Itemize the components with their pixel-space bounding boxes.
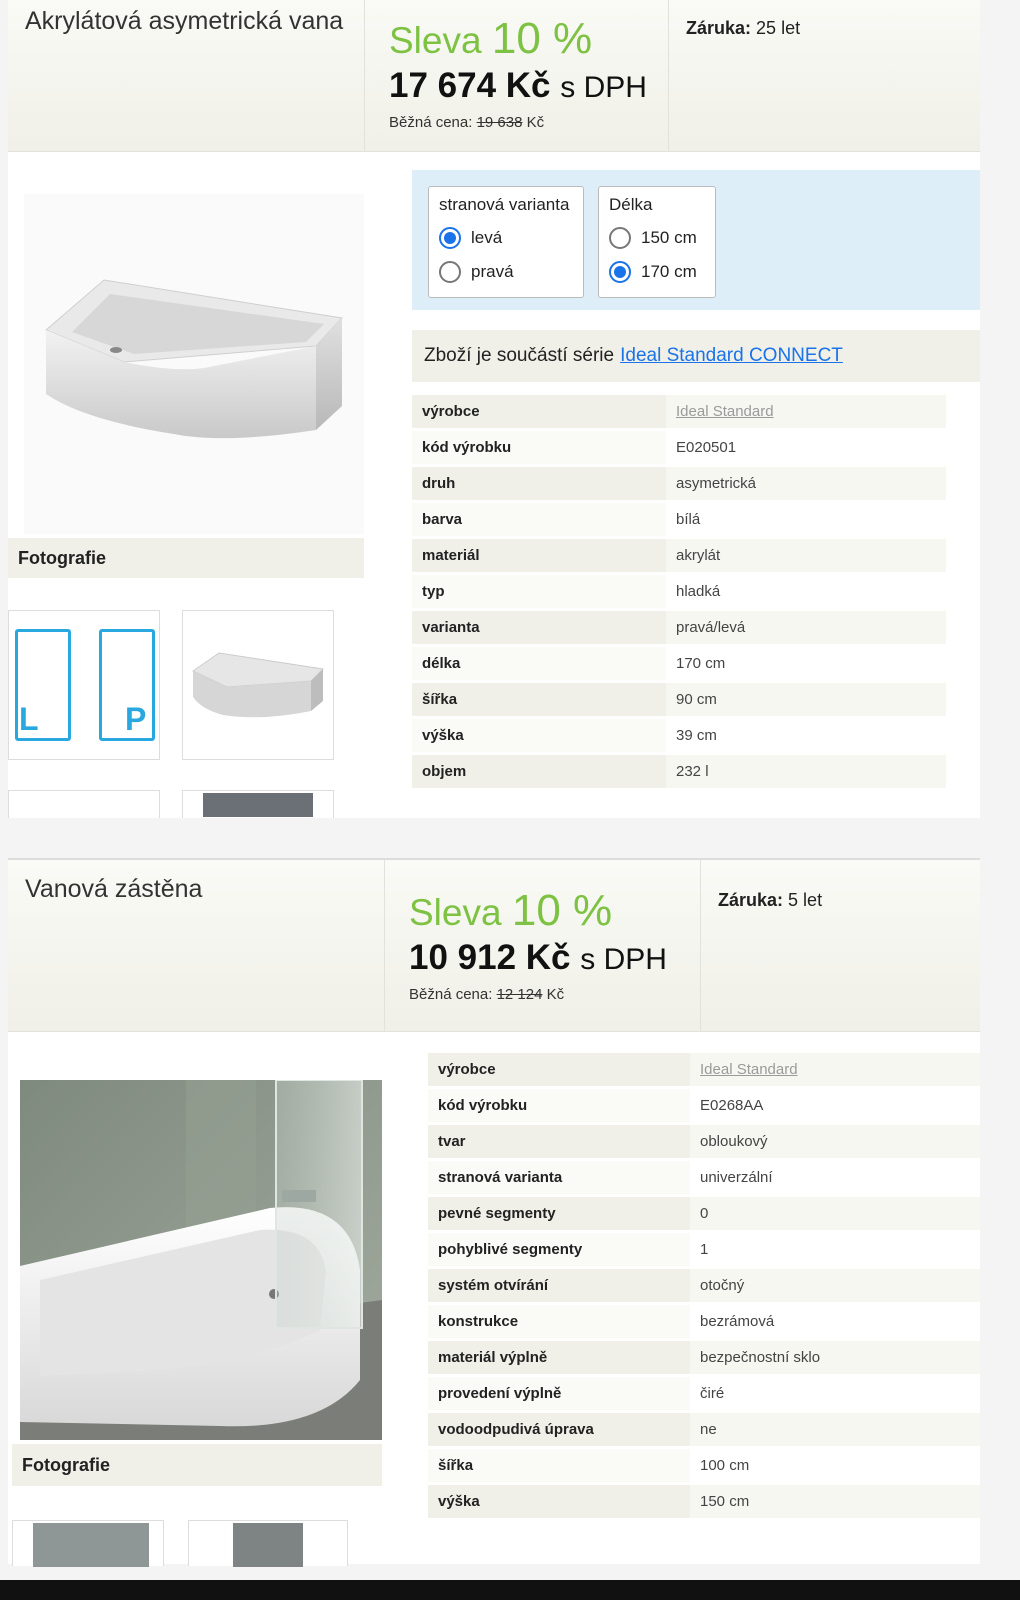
- product-title: Vanová zástěna: [25, 875, 203, 903]
- discount-label: Sleva 10 %: [389, 14, 593, 63]
- product-photo[interactable]: [24, 194, 364, 534]
- product-card-bathtub: [8, 0, 980, 818]
- radio-left-dot[interactable]: [439, 227, 461, 249]
- spec-key: kód výrobku: [428, 1089, 690, 1122]
- series-banner: [412, 330, 980, 382]
- thumbnail-more-2[interactable]: [182, 790, 334, 818]
- series-link[interactable]: Ideal Standard CONNECT: [620, 345, 843, 366]
- spec-key: varianta: [412, 611, 666, 644]
- spec-key: druh: [412, 467, 666, 500]
- discount-label: Sleva 10 %: [409, 886, 613, 935]
- spec-value: 100 cm: [690, 1449, 980, 1482]
- discount-percent: 10 %: [511, 886, 613, 935]
- spec-key: stranová varianta: [428, 1161, 690, 1194]
- photos-heading: Fotografie: [12, 1444, 382, 1486]
- spec-row: [428, 1197, 980, 1230]
- spec-table-screen: [428, 1050, 980, 1521]
- radio-170[interactable]: 170 cm: [609, 255, 705, 289]
- product-card-screen: [8, 858, 980, 1564]
- manufacturer-link[interactable]: Ideal Standard: [676, 403, 774, 420]
- spec-key: šířka: [428, 1449, 690, 1482]
- regular-price-value: 19 638: [476, 114, 523, 131]
- spec-value: akrylát: [666, 539, 946, 572]
- thumbnail-1[interactable]: [12, 1520, 164, 1566]
- spec-row: [412, 755, 946, 788]
- spec-value: ne: [690, 1413, 980, 1446]
- side-variant-title: stranová varianta: [439, 195, 570, 214]
- spec-row: [428, 1305, 980, 1338]
- spec-row: [412, 503, 946, 536]
- warranty: Záruka: 5 let: [718, 890, 823, 910]
- spec-key: materiál: [412, 539, 666, 572]
- spec-row: [428, 1413, 980, 1446]
- spec-value: obloukový: [690, 1125, 980, 1158]
- spec-value: 0: [690, 1197, 980, 1230]
- spec-key: typ: [412, 575, 666, 608]
- discount-percent: 10 %: [491, 14, 593, 63]
- spec-row: [428, 1485, 980, 1518]
- product-photo[interactable]: [20, 1080, 382, 1440]
- product-header: [8, 860, 980, 1032]
- spec-key: výrobce: [428, 1053, 690, 1086]
- thumbnail-bathtub[interactable]: [182, 610, 334, 760]
- regular-price-value: 12 124: [496, 986, 543, 1003]
- radio-left[interactable]: levá: [439, 221, 573, 255]
- product-title: Akrylátová asymetrická vana: [25, 7, 344, 35]
- price: 17 674 Kč s DPH: [389, 66, 647, 105]
- spec-key: materiál výplně: [428, 1341, 690, 1374]
- radio-150[interactable]: 150 cm: [609, 221, 705, 255]
- system-nav-bar: [0, 1580, 1020, 1600]
- side-variant-group: [428, 186, 584, 298]
- radio-right-dot[interactable]: [439, 261, 461, 283]
- spec-value: pravá/levá: [666, 611, 946, 644]
- spec-value: 1: [690, 1233, 980, 1266]
- spec-row: [412, 467, 946, 500]
- spec-row: [412, 395, 946, 428]
- spec-key: kód výrobku: [412, 431, 666, 464]
- spec-row: [428, 1161, 980, 1194]
- series-text: Zboží je součástí série: [424, 345, 615, 366]
- spec-value: 90 cm: [666, 683, 946, 716]
- spec-row: [428, 1125, 980, 1158]
- spec-value: bezpečnostní sklo: [690, 1341, 980, 1374]
- spec-key: barva: [412, 503, 666, 536]
- spec-row: [428, 1269, 980, 1302]
- spec-row: [428, 1449, 980, 1482]
- spec-row: [428, 1233, 980, 1266]
- spec-value[interactable]: [666, 395, 946, 428]
- spec-key: objem: [412, 755, 666, 788]
- spec-key: výška: [428, 1485, 690, 1518]
- spec-row: [428, 1377, 980, 1410]
- spec-row: [428, 1341, 980, 1374]
- price: 10 912 Kč s DPH: [409, 938, 667, 977]
- thumbnail-orientation[interactable]: [8, 610, 160, 760]
- spec-key: provedení výplně: [428, 1377, 690, 1410]
- spec-value: 232 l: [666, 755, 946, 788]
- spec-key: vodoodpudivá úprava: [428, 1413, 690, 1446]
- price-suffix: s DPH: [560, 71, 647, 104]
- product-header: [8, 0, 980, 152]
- spec-key: systém otvírání: [428, 1269, 690, 1302]
- spec-key: pohyblivé segmenty: [428, 1233, 690, 1266]
- radio-170-dot[interactable]: [609, 261, 631, 283]
- spec-value: E020501: [666, 431, 946, 464]
- radio-150-dot[interactable]: [609, 227, 631, 249]
- spec-key: tvar: [428, 1125, 690, 1158]
- spec-key: výrobce: [412, 395, 666, 428]
- spec-value: čiré: [690, 1377, 980, 1410]
- spec-row: [412, 683, 946, 716]
- bathtub-thumb-image: [183, 611, 333, 759]
- spec-value: 39 cm: [666, 719, 946, 752]
- spec-row: [412, 539, 946, 572]
- spec-row: [428, 1089, 980, 1122]
- left-letter: L: [19, 701, 39, 737]
- spec-table-bathtub: [412, 392, 946, 791]
- spec-value: asymetrická: [666, 467, 946, 500]
- spec-value: bílá: [666, 503, 946, 536]
- spec-value: univerzální: [690, 1161, 980, 1194]
- thumbnail-2[interactable]: [188, 1520, 348, 1566]
- spec-row: [412, 575, 946, 608]
- manufacturer-link[interactable]: Ideal Standard: [700, 1061, 798, 1078]
- bathtub-image: [24, 194, 364, 534]
- spec-value: 170 cm: [666, 647, 946, 680]
- spec-key: délka: [412, 647, 666, 680]
- spec-value: otočný: [690, 1269, 980, 1302]
- spec-value: E0268AA: [690, 1089, 980, 1122]
- regular-price: Běžná cena: 19 638 Kč: [389, 114, 545, 131]
- warranty-block: [668, 0, 958, 151]
- thumbnail-more-1[interactable]: [8, 790, 160, 818]
- spec-key: výška: [412, 719, 666, 752]
- spec-row: [412, 611, 946, 644]
- spec-row: [412, 719, 946, 752]
- bath-screen-image: [20, 1080, 382, 1440]
- length-variant-group: [598, 186, 716, 298]
- warranty-block: [700, 860, 980, 1031]
- price-block: [364, 0, 668, 151]
- length-variant-title: Délka: [609, 195, 653, 214]
- spec-value: 150 cm: [690, 1485, 980, 1518]
- spec-key: pevné segmenty: [428, 1197, 690, 1230]
- radio-right[interactable]: pravá: [439, 255, 573, 289]
- spec-row: [412, 431, 946, 464]
- spec-row: [428, 1053, 980, 1086]
- spec-key: šířka: [412, 683, 666, 716]
- price-block: [384, 860, 700, 1031]
- photos-heading: Fotografie: [8, 538, 364, 578]
- spec-value: bezrámová: [690, 1305, 980, 1338]
- spec-row: [412, 647, 946, 680]
- regular-price: Běžná cena: 12 124 Kč: [409, 986, 565, 1003]
- spec-value[interactable]: [690, 1053, 980, 1086]
- warranty: Záruka: 25 let: [686, 18, 801, 38]
- spec-value: hladká: [666, 575, 946, 608]
- right-letter: P: [125, 701, 147, 737]
- spec-key: konstrukce: [428, 1305, 690, 1338]
- price-suffix: s DPH: [580, 943, 667, 976]
- variant-selector: [412, 170, 980, 310]
